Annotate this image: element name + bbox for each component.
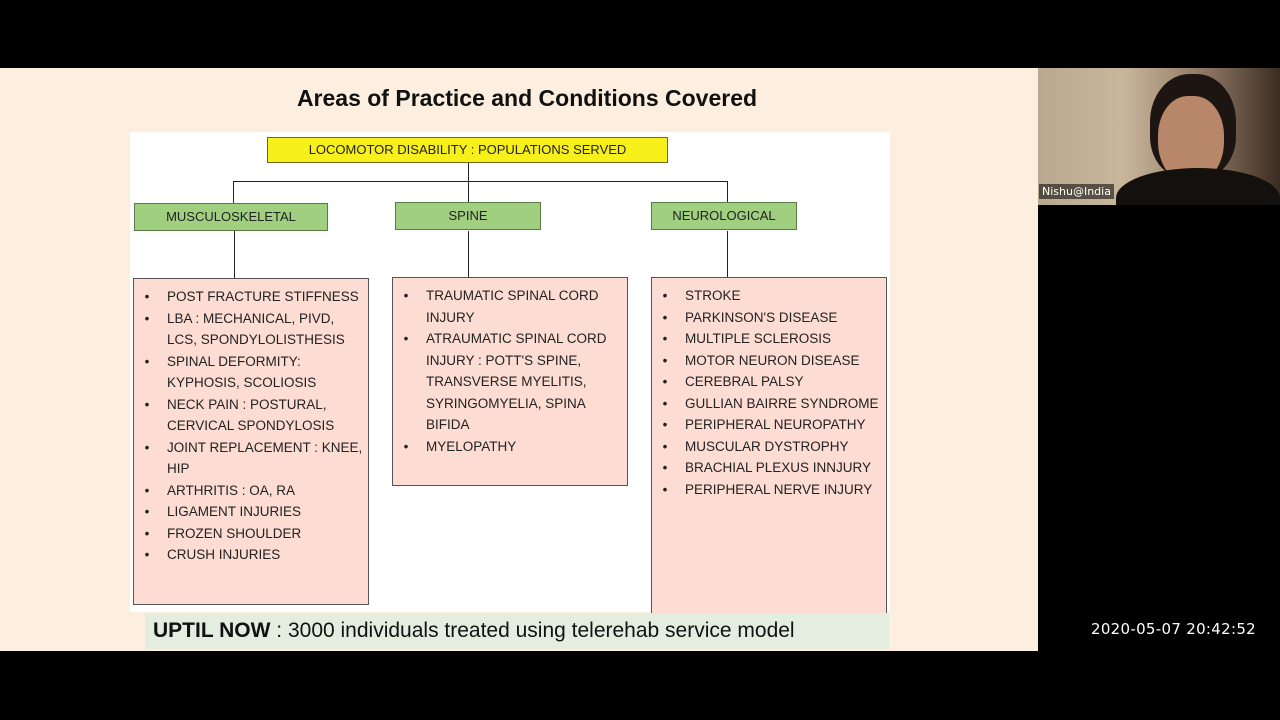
connector-line (468, 181, 469, 203)
condition-item (399, 328, 623, 436)
connector-line (727, 181, 728, 203)
condition-text: LBA : MECHANICAL, PIVD, LCS, SPONDYLOLISTHESIS (167, 310, 345, 347)
condition-item (140, 394, 364, 437)
condition-item (140, 437, 364, 480)
condition-text: MOTOR NEURON DISEASE (685, 352, 860, 368)
condition-item (658, 393, 882, 415)
condition-item (658, 414, 882, 436)
bullet-icon: • (144, 439, 150, 455)
category-musculoskeletal: MUSCULOSKELETAL (134, 203, 328, 231)
bullet-icon: • (403, 438, 409, 454)
connector-line (468, 163, 469, 181)
condition-text: LIGAMENT INJURIES (167, 504, 302, 519)
condition-list (140, 286, 364, 566)
condition-text: PERIPHERAL NEUROPATHY (685, 417, 866, 432)
bullet-icon: • (662, 331, 668, 346)
condition-text: MULTIPLE SCLEROSIS (685, 331, 832, 346)
bullet-icon: • (144, 310, 150, 326)
condition-item (399, 436, 623, 458)
condition-text: PARKINSON'S DISEASE (685, 309, 838, 325)
condition-text: STROKE (685, 288, 741, 303)
condition-item (658, 328, 882, 350)
condition-item (658, 371, 882, 393)
condition-text: NECK PAIN : POSTURAL, CERVICAL SPONDYLOSIS (167, 396, 335, 433)
condition-item (658, 350, 882, 372)
condition-item (658, 307, 882, 329)
neurological-list (651, 277, 887, 617)
condition-list (399, 285, 623, 457)
condition-text: JOINT REPLACEMENT : KNEE, HIP (167, 439, 363, 476)
condition-text: ARTHRITIS : OA, RA (167, 482, 296, 498)
condition-text: ATRAUMATIC SPINAL CORD INJURY : POTT'S SPINE, TRANSVERSE MYELITIS, SYRINGOMYELIA, SPINA BIFIDA (426, 331, 607, 432)
condition-list (658, 285, 882, 500)
condition-item (658, 285, 882, 307)
connector-line (468, 231, 469, 277)
condition-text: GULLIAN BAIRRE SYNDROME (685, 395, 879, 411)
condition-text: MUSCULAR DYSTROPHY (685, 438, 849, 454)
bullet-icon: • (662, 374, 668, 389)
bullet-icon: • (662, 460, 668, 475)
condition-text: CEREBRAL PALSY (685, 374, 804, 389)
banner-text: : 3000 individuals treated using telerehab service model (270, 619, 795, 642)
bullet-icon: • (662, 481, 668, 497)
condition-item (399, 285, 623, 328)
bullet-icon: • (144, 504, 150, 519)
bullet-icon: • (403, 288, 409, 303)
org-chart (130, 132, 890, 612)
condition-item (140, 351, 364, 394)
condition-text: FROZEN SHOULDER (167, 525, 302, 541)
participant-name-label: Nishu@India (1039, 184, 1114, 199)
banner-bold-text: UPTIL NOW (153, 619, 271, 642)
bullet-icon: • (662, 309, 668, 325)
bullet-icon: • (144, 289, 150, 304)
musculoskeletal-list (133, 278, 369, 605)
condition-text: MYELOPATHY (426, 438, 517, 454)
bullet-icon: • (144, 482, 150, 498)
category-neurological: NEUROLOGICAL (651, 202, 797, 230)
connector-line (233, 181, 234, 203)
category-spine: SPINE (395, 202, 541, 230)
condition-item (658, 436, 882, 458)
condition-item (140, 501, 364, 523)
bullet-icon: • (144, 396, 150, 412)
shared-slide (0, 68, 1038, 651)
bullet-icon: • (144, 525, 150, 541)
connector-line (233, 181, 728, 182)
condition-text: TRAUMATIC SPINAL CORD INJURY (426, 288, 599, 325)
condition-text: CRUSH INJURIES (167, 547, 281, 562)
condition-item (140, 480, 364, 502)
condition-text: SPINAL DEFORMITY: KYPHOSIS, SCOLIOSIS (167, 353, 317, 390)
summary-banner (145, 613, 889, 649)
connector-line (234, 231, 235, 278)
bullet-icon: • (662, 417, 668, 432)
condition-item (658, 479, 882, 501)
bullet-icon: • (662, 288, 668, 303)
condition-text: POST FRACTURE STIFFNESS (167, 289, 359, 304)
spine-list (392, 277, 628, 486)
bullet-icon: • (662, 438, 668, 454)
recording-timestamp: 2020-05-07 20:42:52 (1091, 620, 1257, 638)
bullet-icon: • (662, 395, 668, 411)
bullet-icon: • (662, 352, 668, 368)
condition-item (140, 544, 364, 566)
bullet-icon: • (144, 547, 150, 562)
participant-video-tile[interactable] (1038, 68, 1280, 205)
condition-item (140, 308, 364, 351)
condition-text: PERIPHERAL NERVE INJURY (685, 481, 873, 497)
condition-item (658, 457, 882, 479)
connector-line (727, 231, 728, 277)
slide-title: Areas of Practice and Conditions Covered (296, 85, 758, 111)
bullet-icon: • (403, 331, 409, 346)
condition-text: BRACHIAL PLEXUS INNJURY (685, 460, 872, 475)
header-box: LOCOMOTOR DISABILITY : POPULATIONS SERVED (267, 137, 668, 163)
condition-item (140, 523, 364, 545)
bullet-icon: • (144, 353, 150, 369)
condition-item (140, 286, 364, 308)
